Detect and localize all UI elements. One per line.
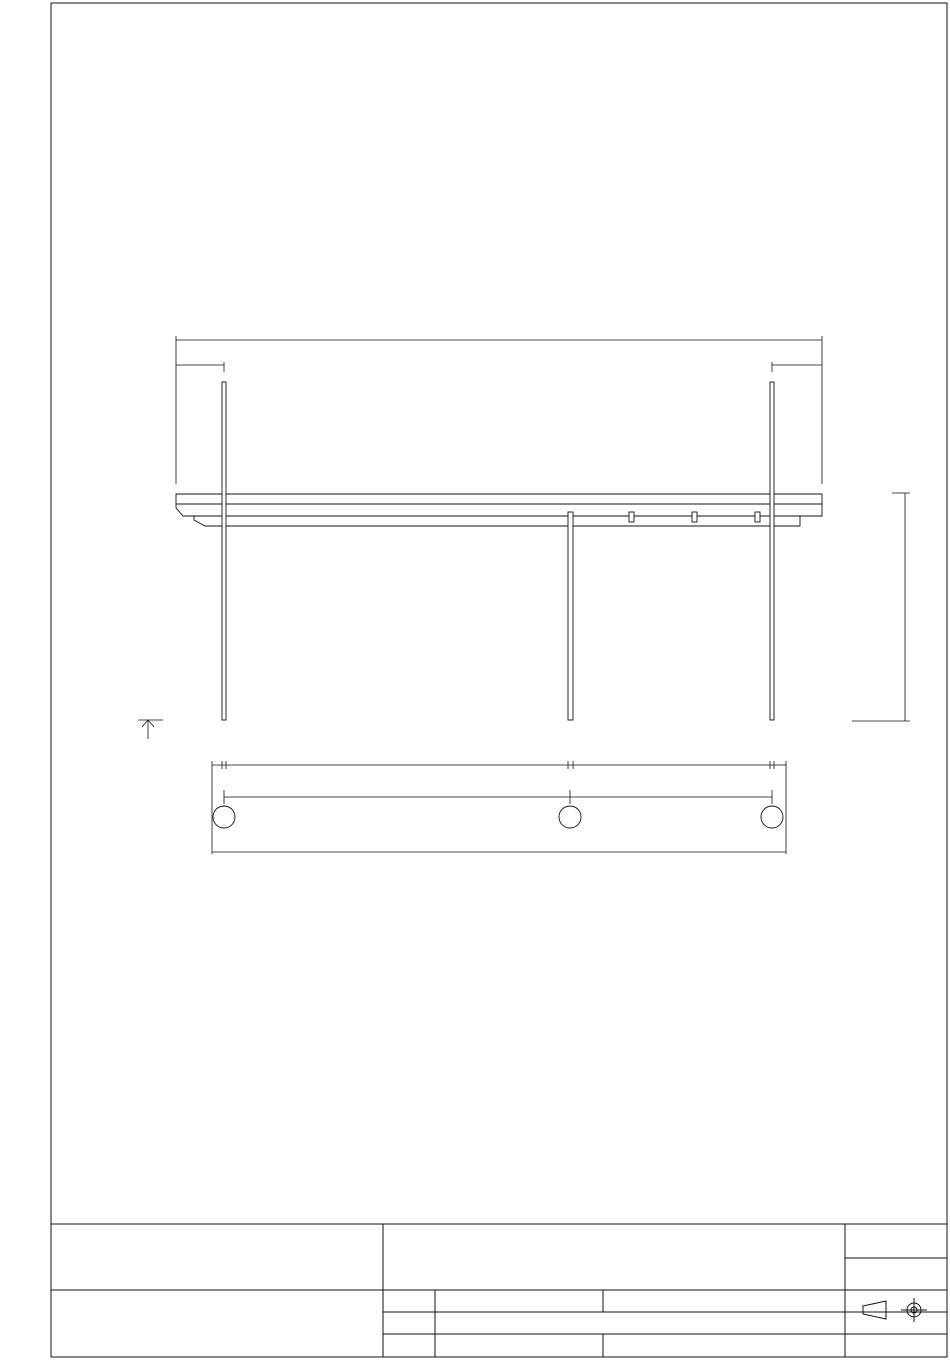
axis-bubble-3 xyxy=(213,806,235,828)
bottom-dimensions xyxy=(212,761,786,854)
axis-bubble-2 xyxy=(559,806,581,828)
axis-bubble-1 xyxy=(761,806,783,828)
height-dimension xyxy=(852,493,910,721)
corner-post-right xyxy=(770,382,774,720)
corner-post-left xyxy=(222,382,226,720)
view-arrow-icon xyxy=(138,720,163,739)
sheet-border xyxy=(51,3,947,1357)
top-dimensions xyxy=(176,336,822,484)
middle-post xyxy=(568,512,573,720)
top-beams xyxy=(176,494,822,526)
projection-symbol-icon xyxy=(863,1298,927,1322)
title-block-grid xyxy=(51,1224,947,1357)
